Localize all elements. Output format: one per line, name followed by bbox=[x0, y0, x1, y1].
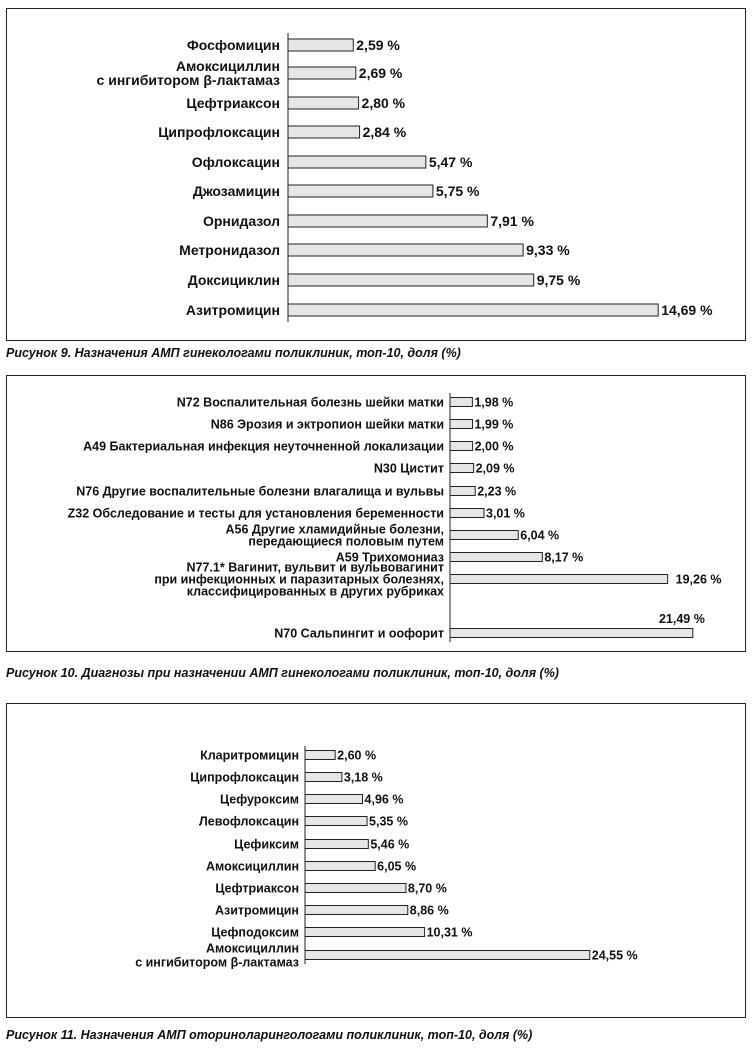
category-label: Азитромицин bbox=[185, 301, 280, 318]
value-label: 2,84 % bbox=[362, 123, 407, 140]
bar bbox=[450, 487, 475, 496]
bar bbox=[305, 951, 590, 960]
bar bbox=[288, 304, 658, 316]
value-label: 3,01 % bbox=[486, 506, 525, 521]
value-label: 2,00 % bbox=[474, 439, 514, 454]
value-label: 2,09 % bbox=[475, 461, 515, 476]
value-label: 8,86 % bbox=[409, 903, 449, 918]
value-label: 5,35 % bbox=[369, 814, 408, 829]
bar bbox=[450, 464, 474, 473]
bar bbox=[305, 795, 363, 804]
value-label: 6,05 % bbox=[377, 859, 417, 874]
category-label: Амоксициллин с ингибитором β-лактамаз bbox=[96, 57, 280, 88]
value-label: 2,59 % bbox=[356, 36, 400, 53]
bar bbox=[450, 531, 518, 540]
category-label: Ципрофлоксацин bbox=[158, 123, 280, 140]
value-label: 10,31 % bbox=[426, 925, 473, 940]
bar bbox=[450, 553, 542, 562]
value-label: 9,75 % bbox=[536, 271, 581, 288]
value-label: 6,04 % bbox=[520, 528, 560, 543]
bar bbox=[288, 244, 523, 256]
bar bbox=[288, 67, 356, 79]
category-label: N70 Сальпингит и оофорит bbox=[274, 626, 444, 641]
bar bbox=[288, 126, 360, 138]
category-label: Цефуроксим bbox=[219, 792, 299, 807]
category-label: N86 Эрозия и эктропион шейки матки bbox=[210, 417, 444, 432]
bar bbox=[450, 442, 473, 451]
value-label: 8,70 % bbox=[407, 881, 447, 896]
chart-panel-fig9 bbox=[6, 8, 746, 341]
category-label: N30 Цистит bbox=[373, 461, 444, 476]
category-label: Азитромицин bbox=[214, 903, 299, 918]
category-label: Левофлоксацин bbox=[199, 814, 299, 829]
bar bbox=[305, 751, 335, 760]
chart-panel-fig11 bbox=[6, 703, 746, 1018]
value-label: 2,80 % bbox=[361, 94, 406, 111]
bar-chart-fig11 bbox=[7, 704, 747, 1019]
category-label: Метронидазол bbox=[179, 241, 280, 258]
category-label: Джозамицин bbox=[192, 182, 280, 199]
bar-chart-fig10 bbox=[7, 376, 747, 653]
category-label: Цефтриаксон bbox=[215, 881, 299, 896]
value-label: 5,46 % bbox=[370, 837, 410, 852]
caption-fig10: Рисунок 10. Диагнозы при назначении АМП гинекологами поликлиник, топ-10, доля (%) bbox=[6, 666, 559, 680]
value-label: 7,91 % bbox=[490, 212, 534, 229]
category-label: Цефтриаксон bbox=[186, 94, 280, 111]
category-label: Амоксициллин с ингибитором β-лактамаз bbox=[135, 941, 299, 970]
category-label: N76 Другие воспалительные болезни влагалища и вульвы bbox=[76, 484, 444, 499]
value-label: 8,17 % bbox=[544, 550, 584, 565]
value-label: 3,18 % bbox=[343, 770, 383, 785]
category-label: Офлоксацин bbox=[191, 153, 280, 170]
caption-fig9: Рисунок 9. Назначения АМП гинекологами поликлиник, топ-10, доля (%) bbox=[6, 346, 461, 360]
bar bbox=[305, 906, 408, 915]
category-label: Z32 Обследование и тесты для установления беременности bbox=[67, 506, 444, 521]
bar bbox=[450, 629, 693, 638]
category-label: Фосфомицин bbox=[186, 36, 280, 53]
value-label: 4,96 % bbox=[364, 792, 404, 807]
value-label: 2,69 % bbox=[358, 64, 403, 81]
value-label: 5,75 % bbox=[435, 182, 480, 199]
value-label: 1,99 % bbox=[474, 417, 514, 432]
bar bbox=[288, 185, 433, 197]
bar bbox=[305, 817, 367, 826]
category-label: A59 Трихомониаз bbox=[335, 550, 444, 565]
category-label: Амоксициллин bbox=[206, 859, 299, 874]
bar bbox=[288, 274, 534, 286]
value-label: 2,23 % bbox=[477, 484, 517, 499]
bar-chart-fig9 bbox=[7, 9, 747, 342]
bar bbox=[288, 215, 487, 227]
bar bbox=[305, 862, 375, 871]
category-label: Цефиксим bbox=[234, 837, 299, 852]
bar bbox=[450, 398, 472, 407]
category-label: N77.1* Вагинит, вульвит и вульвовагинит при инфекционных и паразитарных болезнях, классифицированных в других рубриках bbox=[154, 560, 444, 599]
value-label: 5,47 % bbox=[428, 153, 473, 170]
bar bbox=[450, 575, 668, 584]
bar bbox=[288, 39, 353, 51]
value-label: 21,49 % bbox=[658, 612, 705, 626]
category-label: N72 Воспалительная болезнь шейки матки bbox=[176, 395, 444, 410]
bar bbox=[450, 420, 472, 429]
category-label: Цефподоксим bbox=[211, 925, 299, 940]
value-label: 1,98 % bbox=[474, 395, 514, 410]
category-label: Ципрофлоксацин bbox=[190, 770, 299, 785]
category-label: A49 Бактериальная инфекция неуточненной локализации bbox=[83, 439, 444, 454]
category-label: Доксициклин bbox=[187, 271, 280, 288]
value-label: 9,33 % bbox=[526, 241, 570, 258]
bar bbox=[288, 97, 359, 109]
value-label: 14,69 % bbox=[661, 301, 713, 318]
category-label: Кларитромицин bbox=[200, 748, 299, 763]
bar bbox=[305, 773, 342, 782]
bar bbox=[450, 509, 484, 518]
bar bbox=[305, 928, 425, 937]
category-label: A56 Другие хламидийные болезни, передающиеся половым путем bbox=[225, 522, 444, 549]
value-label: 2,60 % bbox=[337, 748, 377, 763]
bar bbox=[305, 884, 406, 893]
caption-fig11: Рисунок 11. Назначения АМП оториноларингологами поликлиник, топ-10, доля (%) bbox=[6, 1028, 533, 1042]
chart-panel-fig10 bbox=[6, 375, 746, 652]
bar bbox=[305, 840, 368, 849]
value-label: 24,55 % bbox=[591, 948, 638, 963]
value-label: 19,26 % bbox=[675, 572, 722, 587]
category-label: Орнидазол bbox=[202, 212, 280, 229]
bar bbox=[288, 156, 426, 168]
